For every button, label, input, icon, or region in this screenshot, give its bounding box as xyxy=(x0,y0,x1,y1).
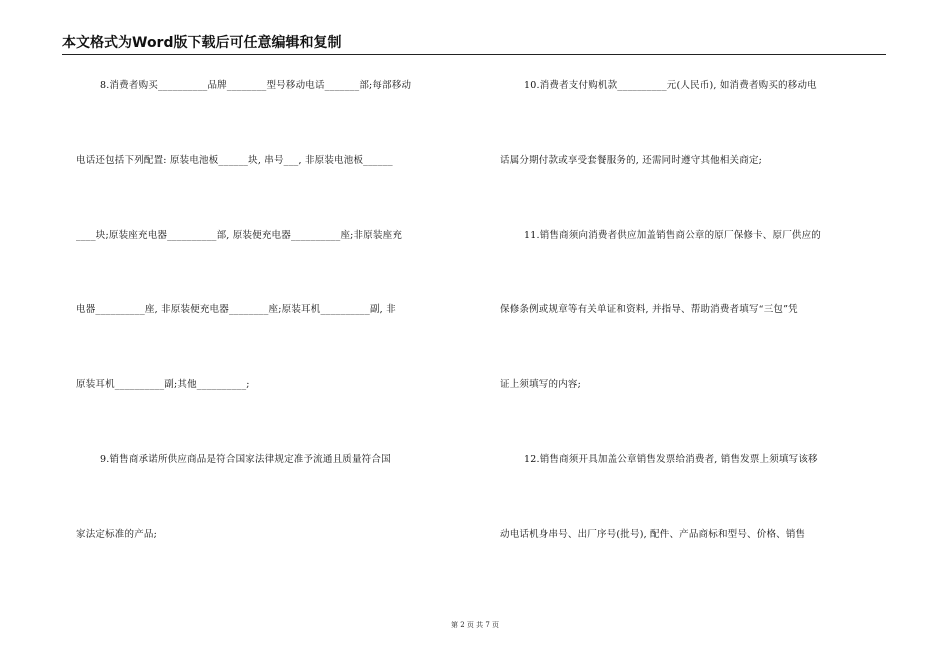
right-line-4: 保修条例或规章等有关单证和资料, 并指导、帮助消费者填写“三包”凭 xyxy=(500,304,798,315)
left-column xyxy=(76,0,476,672)
right-line-6: 12.销售商须开具加盖公章销售发票给消费者, 销售发票上须填写该移 xyxy=(524,454,818,465)
header-title: 本文格式为Word版下载后可任意编辑和复制 xyxy=(62,35,342,51)
right-line-2: 话属分期付款或享受套餐服务的, 还需同时遵守其他相关商定; xyxy=(500,155,763,166)
right-column xyxy=(500,0,900,672)
right-line-1: 10.消费者支付购机款__________元(人民币), 如消费者购买的移动电 xyxy=(524,80,817,91)
left-line-6: 9.销售商承诺所供应商品是符合国家法律规定准予流通且质量符合国 xyxy=(100,454,391,465)
left-line-3: ____块;原装座充电器__________部, 原装便充电器__________座;非原装座充 xyxy=(76,230,403,241)
right-line-7: 动电话机身串号、出厂序号(批号), 配件、产品商标和型号、价格、销售 xyxy=(500,529,806,540)
left-line-2: 电话还包括下列配置: 原装电池板______块, 串号___, 非原装电池板______ xyxy=(76,155,393,166)
right-line-5: 证上须填写的内容; xyxy=(500,379,582,390)
page-number: 第 2 页 共 7 页 xyxy=(450,621,500,629)
left-line-4: 电器__________座, 非原装便充电器________座;原装耳机__________副, 非 xyxy=(76,304,396,315)
left-line-1: 8.消费者购买__________品牌________型号移动电话_______部;每部移动 xyxy=(100,80,412,91)
right-line-3: 11.销售商须向消费者供应加盖销售商公章的原厂保修卡、原厂供应的 xyxy=(524,230,822,241)
left-line-7: 家法定标准的产品; xyxy=(76,529,158,540)
left-line-5: 原装耳机__________副;其他__________; xyxy=(76,379,250,390)
